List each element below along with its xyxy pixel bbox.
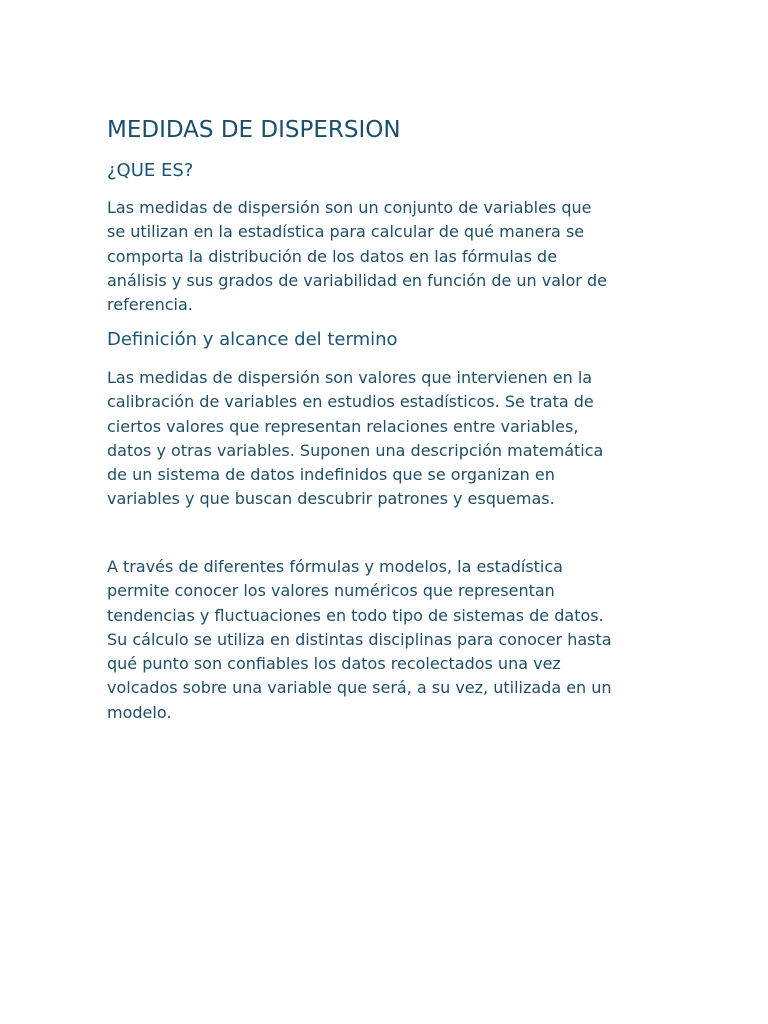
paragraph-line: ciertos valores que representan relaciones entre variables,: [107, 416, 579, 436]
paragraph-line: análisis y sus grados de variabilidad en función de un valor de: [107, 270, 607, 290]
paragraph-formulas: [107, 555, 667, 725]
paragraph-que-es: [107, 196, 667, 317]
paragraph-line: Su cálculo se utiliza en distintas disciplinas para conocer hasta: [107, 629, 612, 649]
section-heading-definicion: Definición y alcance del termino: [107, 329, 398, 350]
paragraph-line: Las medidas de dispersión son valores que intervienen en la: [107, 368, 593, 387]
paragraph-definicion: [107, 366, 667, 512]
paragraph-line: datos y otras variables. Suponen una descripción matemática: [107, 440, 604, 460]
paragraph-line: A través de diferentes fórmulas y modelos, la estadística: [107, 557, 563, 576]
paragraph-line: variables y que buscan descubrir patrones y esquemas.: [107, 489, 555, 509]
section-heading-que-es: ¿QUE ES?: [107, 160, 194, 181]
paragraph-line: comporta la distribución de los datos en las fórmulas de: [107, 246, 558, 266]
paragraph-line: permite conocer los valores numéricos que representan: [107, 581, 555, 601]
paragraph-line: modelo.: [107, 702, 172, 722]
paragraph-line: qué punto son confiables los datos recolectados una vez: [107, 654, 561, 674]
paragraph-line: volcados sobre una variable que será, a su vez, utilizada en un: [107, 678, 612, 698]
paragraph-line: Las medidas de dispersión son un conjunto de variables que: [107, 198, 592, 217]
paragraph-line: referencia.: [107, 295, 193, 315]
paragraph-line: tendencias y fluctuaciones en todo tipo de sistemas de datos.: [107, 605, 604, 625]
paragraph-line: de un sistema de datos indefinidos que se organizan en: [107, 465, 555, 485]
paragraph-line: calibración de variables en estudios estadísticos. Se trata de: [107, 392, 594, 412]
document-title: MEDIDAS DE DISPERSION: [107, 117, 401, 143]
paragraph-line: se utilizan en la estadística para calcular de qué manera se: [107, 222, 585, 242]
